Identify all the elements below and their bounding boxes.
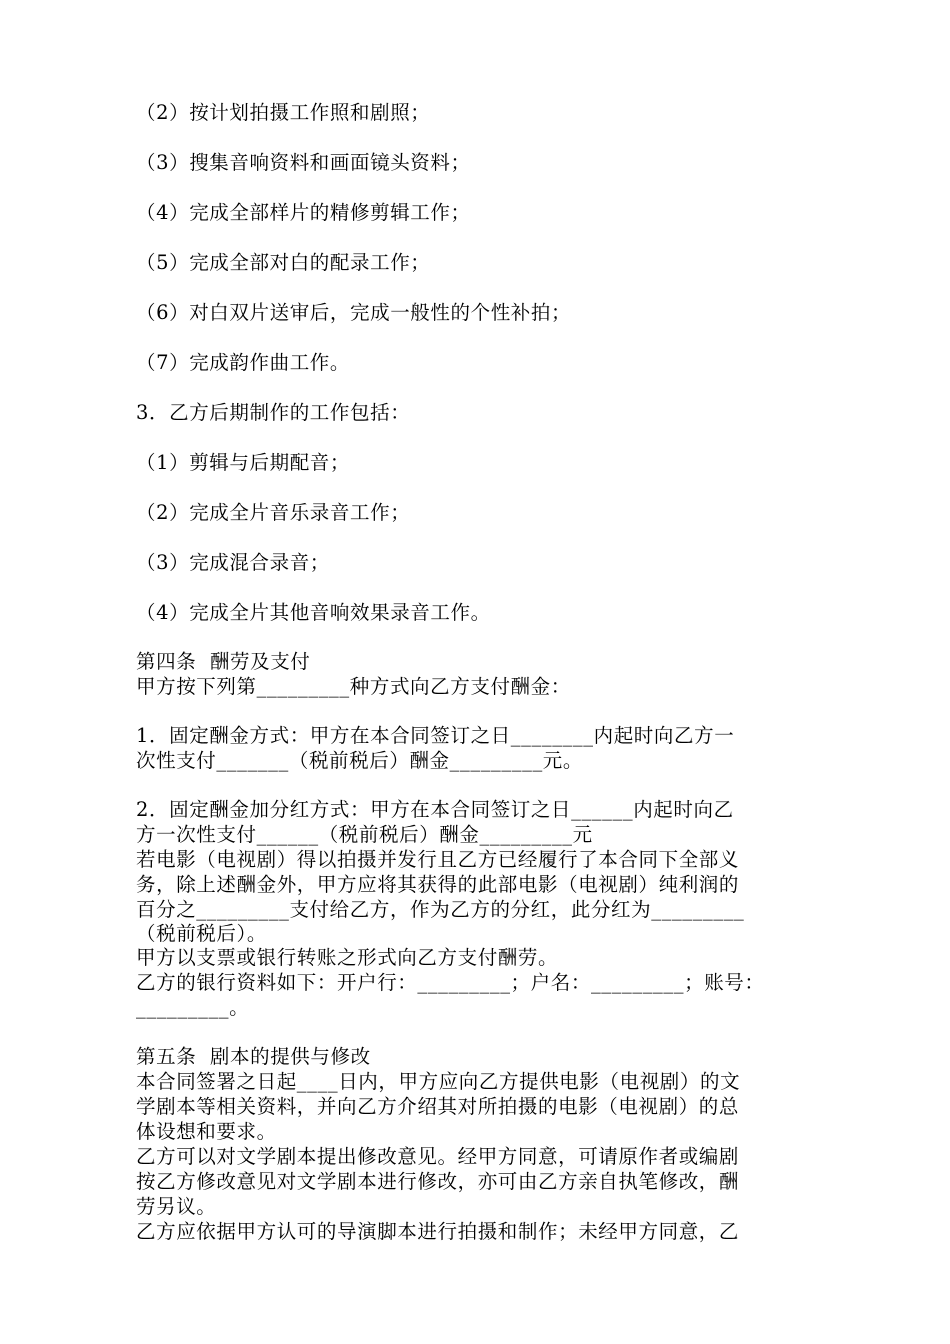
list-item: （2）按计划拍摄工作照和剧照； (136, 101, 431, 124)
article-4-title: 第四条 酬劳及支付 (136, 650, 311, 673)
section-heading: 3．乙方后期制作的工作包括： (136, 401, 411, 424)
paragraph-line: 乙方可以对文学剧本提出修改意见。经甲方同意，可请原作者或编剧 (136, 1145, 740, 1168)
paragraph-line: 2．固定酬金加分红方式：甲方在本合同签订之日______内起时向乙 (136, 798, 734, 821)
list-item: （2）完成全片音乐录音工作； (136, 501, 411, 524)
list-item: （6）对白双片送审后，完成一般性的个性补拍； (136, 301, 572, 324)
list-item: （3）完成混合录音； (136, 551, 330, 574)
list-item: （5）完成全部对白的配录工作； (136, 251, 431, 274)
article-5-title: 第五条 剧本的提供与修改 (136, 1045, 371, 1068)
list-item: （7）完成韵作曲工作。 (136, 351, 351, 374)
paragraph-line: （税前税后）。 (136, 922, 267, 945)
paragraph-line: 若电影（电视剧）得以拍摄并发行且乙方已经履行了本合同下全部义 (136, 848, 740, 871)
paragraph-line: 学剧本等相关资料，并向乙方介绍其对所拍摄的电影（电视剧）的总 (136, 1095, 740, 1118)
paragraph-line: 本合同签署之日起____日内，甲方应向乙方提供电影（电视剧）的文 (136, 1070, 741, 1093)
paragraph-line: 1．固定酬金方式：甲方在本合同签订之日________内起时向乙方一 (136, 724, 735, 747)
paragraph-line: 乙方应依据甲方认可的导演脚本进行拍摄和制作；未经甲方同意，乙 (136, 1220, 740, 1243)
paragraph-line: _________。 (136, 996, 250, 1019)
list-item: （4）完成全片其他音响效果录音工作。 (136, 601, 491, 624)
list-item: （1）剪辑与后期配音； (136, 451, 351, 474)
paragraph-line: 劳另议。 (136, 1195, 217, 1218)
list-item: （4）完成全部样片的精修剪辑工作； (136, 201, 471, 224)
list-item: （3）搜集音响资料和画面镜头资料； (136, 151, 471, 174)
paragraph-line: 体设想和要求。 (136, 1120, 277, 1143)
paragraph-line: 次性支付_______（税前税后）酬金_________元。 (136, 749, 583, 772)
paragraph-line: 务，除上述酬金外，甲方应将其获得的此部电影（电视剧）纯利润的 (136, 873, 740, 896)
paragraph-line: 甲方以支票或银行转账之形式向乙方支付酬劳。 (136, 946, 559, 969)
paragraph-line: 按乙方修改意见对文学剧本进行修改，亦可由乙方亲自执笔修改，酬 (136, 1170, 740, 1193)
paragraph-line: 方一次性支付______（税前税后）酬金_________元 (136, 823, 593, 846)
paragraph-line: 甲方按下列第_________种方式向乙方支付酬金： (136, 675, 571, 698)
paragraph-line: 百分之_________支付给乙方，作为乙方的分红，此分红为_________ (136, 898, 745, 921)
paragraph-line: 乙方的银行资料如下：开户行：_________；户名：_________；账号： (136, 971, 765, 994)
